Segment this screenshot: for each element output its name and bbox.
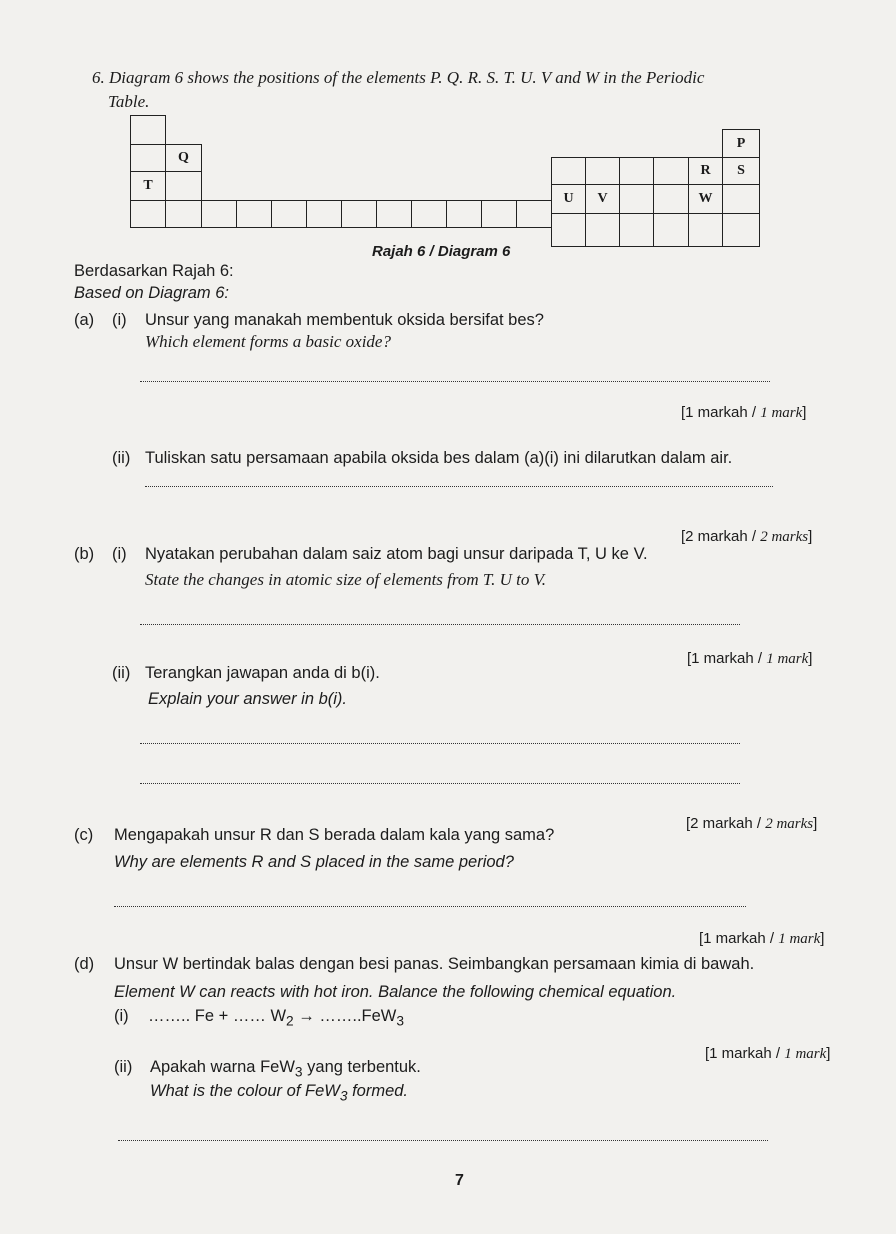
table-cell: [585, 213, 620, 247]
mark-bracket: ]: [808, 650, 813, 667]
table-cell: [130, 200, 166, 228]
coefficient-blank-fe[interactable]: ……..: [148, 1007, 191, 1025]
table-cell: [619, 184, 654, 214]
question-intro-line1: 6. Diagram 6 shows the positions of the elements P. Q. R. S. T. U. V and W in the Periodic: [92, 68, 705, 87]
part-b-i-malay: Nyatakan perubahan dalam saiz atom bagi unsur daripada T, U ke V.: [145, 545, 648, 563]
mark-bracket: ]: [826, 1045, 831, 1062]
element-label-p: P: [736, 135, 746, 151]
part-d-ii-malay: [150, 1058, 421, 1079]
table-cell: [722, 184, 760, 214]
element-cell-u: [551, 184, 586, 214]
part-b-i-english: State the changes in atomic size of elements from T. U to V.: [145, 570, 547, 589]
table-cell: [201, 200, 237, 228]
answer-line[interactable]: [140, 743, 740, 744]
part-c-english: Why are elements R and S placed in the same period?: [114, 853, 514, 871]
chemical-equation: [148, 1007, 404, 1028]
text: What is the colour of FeW: [150, 1082, 340, 1100]
part-a-i-malay: Unsur yang manakah membentuk oksida bersifat bes?: [145, 311, 544, 329]
equation-w2: [270, 1007, 294, 1029]
based-on-english: Based on Diagram 6:: [74, 284, 230, 302]
part-a-ii-number: (ii): [112, 449, 131, 467]
mark-allocation: [681, 528, 812, 546]
part-d-ii-english: [150, 1082, 408, 1103]
table-cell: [130, 115, 166, 145]
few3-symbol: FeW: [361, 1007, 397, 1025]
table-cell: [688, 213, 723, 247]
element-cell-w: [688, 184, 723, 214]
table-cell: [653, 184, 689, 214]
table-cell: [411, 200, 447, 228]
arrow-icon: →: [298, 1007, 315, 1025]
part-b-ii-english: Explain your answer in b(i).: [148, 690, 347, 708]
element-cell-v: [585, 184, 620, 214]
mark-bracket: ]: [813, 815, 818, 832]
table-cell: [516, 200, 552, 228]
mark-malay: [2 markah /: [686, 815, 766, 832]
element-label-q: Q: [178, 150, 189, 165]
table-cell: [619, 157, 654, 185]
element-label-v: V: [597, 191, 608, 206]
part-c-label: (c): [74, 826, 94, 844]
subscript: 3: [294, 1064, 303, 1080]
mark-bracket: ]: [808, 528, 813, 545]
answer-line[interactable]: [145, 486, 773, 487]
table-cell: [551, 157, 586, 185]
table-cell: [341, 200, 377, 228]
element-label-t: T: [143, 178, 153, 193]
part-b-ii-number: (ii): [112, 664, 131, 682]
part-b-ii-malay: Terangkan jawapan anda di b(i).: [145, 664, 380, 682]
mark-allocation: [687, 650, 812, 668]
mark-allocation: [686, 815, 817, 833]
mark-allocation: [699, 930, 824, 948]
table-cell: [271, 200, 307, 228]
element-label-s: S: [737, 163, 745, 178]
mark-english: 2 marks: [765, 816, 814, 832]
table-cell: [722, 213, 760, 247]
table-cell: [306, 200, 342, 228]
page-number: 7: [455, 1172, 464, 1189]
text: formed.: [347, 1082, 409, 1100]
coefficient-blank-few3[interactable]: ……..: [319, 1007, 362, 1025]
subscript: 3: [339, 1088, 348, 1104]
element-cell-t: [130, 171, 166, 201]
element-cell-q: [165, 144, 202, 172]
mark-english: 1 mark: [766, 651, 809, 667]
w2-subscript: 2: [286, 1013, 294, 1029]
table-cell: [653, 157, 689, 185]
answer-line[interactable]: [118, 1140, 768, 1141]
part-c-malay: Mengapakah unsur R dan S berada dalam kala yang sama?: [114, 826, 555, 844]
based-on-malay: Berdasarkan Rajah 6:: [74, 262, 234, 280]
w2-symbol: W: [270, 1007, 287, 1025]
table-cell: [481, 200, 517, 228]
mark-english: 1 mark: [760, 405, 803, 421]
part-b-label: (b): [74, 545, 95, 563]
table-cell: [619, 213, 654, 247]
mark-bracket: ]: [802, 404, 807, 421]
mark-malay: [1 markah /: [687, 650, 767, 667]
element-cell-r: [688, 157, 723, 185]
text: yang terbentuk.: [302, 1058, 421, 1076]
equation-fe: Fe +: [194, 1007, 229, 1025]
element-label-w: W: [698, 191, 713, 206]
mark-english: 2 marks: [760, 529, 809, 545]
coefficient-blank-w2[interactable]: ……: [232, 1007, 266, 1025]
equation-few3: [361, 1007, 405, 1029]
element-cell-s: [722, 157, 760, 185]
mark-allocation: [705, 1045, 830, 1063]
table-cell: [551, 213, 586, 247]
part-b-i-number: (i): [112, 545, 127, 563]
part-d-label: (d): [74, 955, 95, 973]
part-a-i-english: Which element forms a basic oxide?: [145, 332, 391, 351]
table-cell: [585, 157, 620, 185]
answer-line[interactable]: [140, 624, 740, 625]
element-label-r: R: [700, 163, 711, 178]
element-label-u: U: [563, 191, 574, 206]
mark-bracket: ]: [820, 930, 825, 947]
question-intro-line2: Table.: [108, 92, 150, 111]
part-d-ii-number: (ii): [114, 1058, 133, 1076]
part-d-english: Element W can reacts with hot iron. Balance the following chemical equation.: [114, 983, 677, 1001]
mark-malay: [1 markah /: [681, 404, 761, 421]
table-cell: [376, 200, 412, 228]
mark-malay: [1 markah /: [705, 1045, 785, 1062]
answer-line[interactable]: [140, 783, 740, 784]
mark-english: 1 mark: [778, 931, 821, 947]
diagram-caption: Rajah 6 / Diagram 6: [372, 243, 511, 260]
mark-allocation: [681, 404, 806, 422]
table-cell: [446, 200, 482, 228]
mark-malay: [2 markah /: [681, 528, 761, 545]
part-a-i-number: (i): [112, 311, 127, 329]
table-cell: [236, 200, 272, 228]
mark-english: 1 mark: [784, 1046, 827, 1062]
table-cell: [653, 213, 689, 247]
part-a-label: (a): [74, 311, 95, 329]
table-cell: [130, 144, 166, 172]
answer-line[interactable]: [114, 906, 746, 907]
answer-line[interactable]: [140, 381, 770, 382]
element-cell-p: [722, 129, 760, 158]
table-cell: [165, 171, 202, 201]
part-d-malay: Unsur W bertindak balas dengan besi panas. Seimbangkan persamaan kimia di bawah.: [114, 955, 755, 973]
mark-malay: [1 markah /: [699, 930, 779, 947]
part-d-i-number: (i): [114, 1007, 129, 1025]
part-a-ii-malay: Tuliskan satu persamaan apabila oksida bes dalam (a)(i) ini dilarutkan dalam air.: [145, 449, 733, 467]
table-cell: [165, 200, 202, 228]
text: Apakah warna FeW: [150, 1058, 295, 1076]
few3-subscript: 3: [396, 1013, 405, 1029]
